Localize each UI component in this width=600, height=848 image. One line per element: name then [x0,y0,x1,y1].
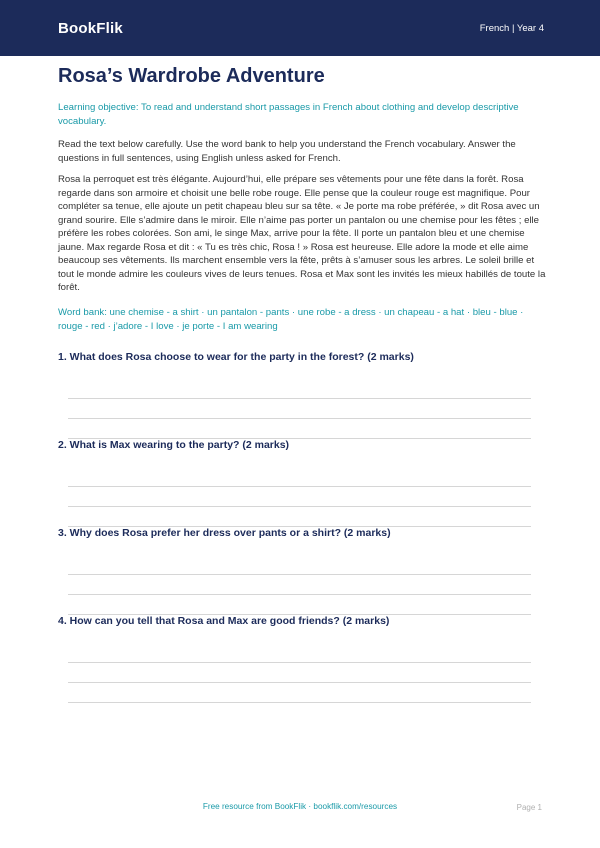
word-bank: Word bank: une chemise - a shirt · un pantalon - pants · une robe - a dress · un chapeau - a hat · bleu - blue · rouge - red · j’adore - I love · je porte - I am wearing [58,307,524,332]
answer-line[interactable] [68,398,531,399]
question-1: 1. What does Rosa choose to wear for the party in the forest? (2 marks) [58,351,414,363]
answer-line[interactable] [68,702,531,703]
question-3: 3. Why does Rosa prefer her dress over pants or a shirt? (2 marks) [58,527,391,539]
question-4: 4. How can you tell that Rosa and Max are good friends? (2 marks) [58,615,390,627]
worksheet-title: Rosa’s Wardrobe Adventure [58,65,325,87]
answer-line[interactable] [68,418,531,419]
footer-resource-link[interactable]: Free resource from BookFlik · bookflik.com/resources [202,802,398,811]
answer-line[interactable] [68,662,531,663]
reading-passage: Rosa la perroquet est très élégante. Aujourd’hui, elle prépare ses vêtements pour une fête dans la forêt. Rosa regarde dans son armoire et choisit une belle robe rouge. Elle pense que la couleur rouge est magnifique. Pour compléter sa tenue, elle ajoute un petit chapeau bleu sur sa tête. « Je porte ma robe préférée, » dit Rosa avec un grand sourire. Elle s’admire dans le miroir. Elle n’aime pas porter un pantalon ou une chemise pour les fêtes ; elle préfère les robes colorées. Son ami, le singe Max, arrive pour la fête. Il porte un pantalon bleu et une chemise jaune. Max regarde Rosa et dit : « Tu es très chic, Rosa ! » Rosa est heureuse. Elle adore la mode et elle aime beaucoup ses vêtements. Ils marchent ensemble vers la fête, prêts à s’amuser sous les arbres. Le soleil brille et tout le monde admire les couleurs vives de leurs tenues. Rosa et Max sont les invités les mieux habillés de toute la forêt. [58,174,546,293]
answer-line[interactable] [68,682,531,683]
page-number: Page 1 [516,803,542,812]
answer-line[interactable] [68,574,531,575]
instructions: Read the text below carefully. Use the word bank to help you understand the French vocabulary. Answer the questions in full sentences, using English unless asked for French. [58,139,516,164]
header-bar [0,0,600,56]
brand-logo: BookFlik [58,19,123,37]
question-2: 2. What is Max wearing to the party? (2 marks) [58,439,290,451]
learning-objective: Learning objective: To read and understand short passages in French about clothing and develop descriptive vocabulary. [58,102,519,127]
answer-line[interactable] [68,486,531,487]
subject-year-label: French | Year 4 [479,22,544,34]
answer-line[interactable] [68,594,531,595]
answer-line[interactable] [68,506,531,507]
